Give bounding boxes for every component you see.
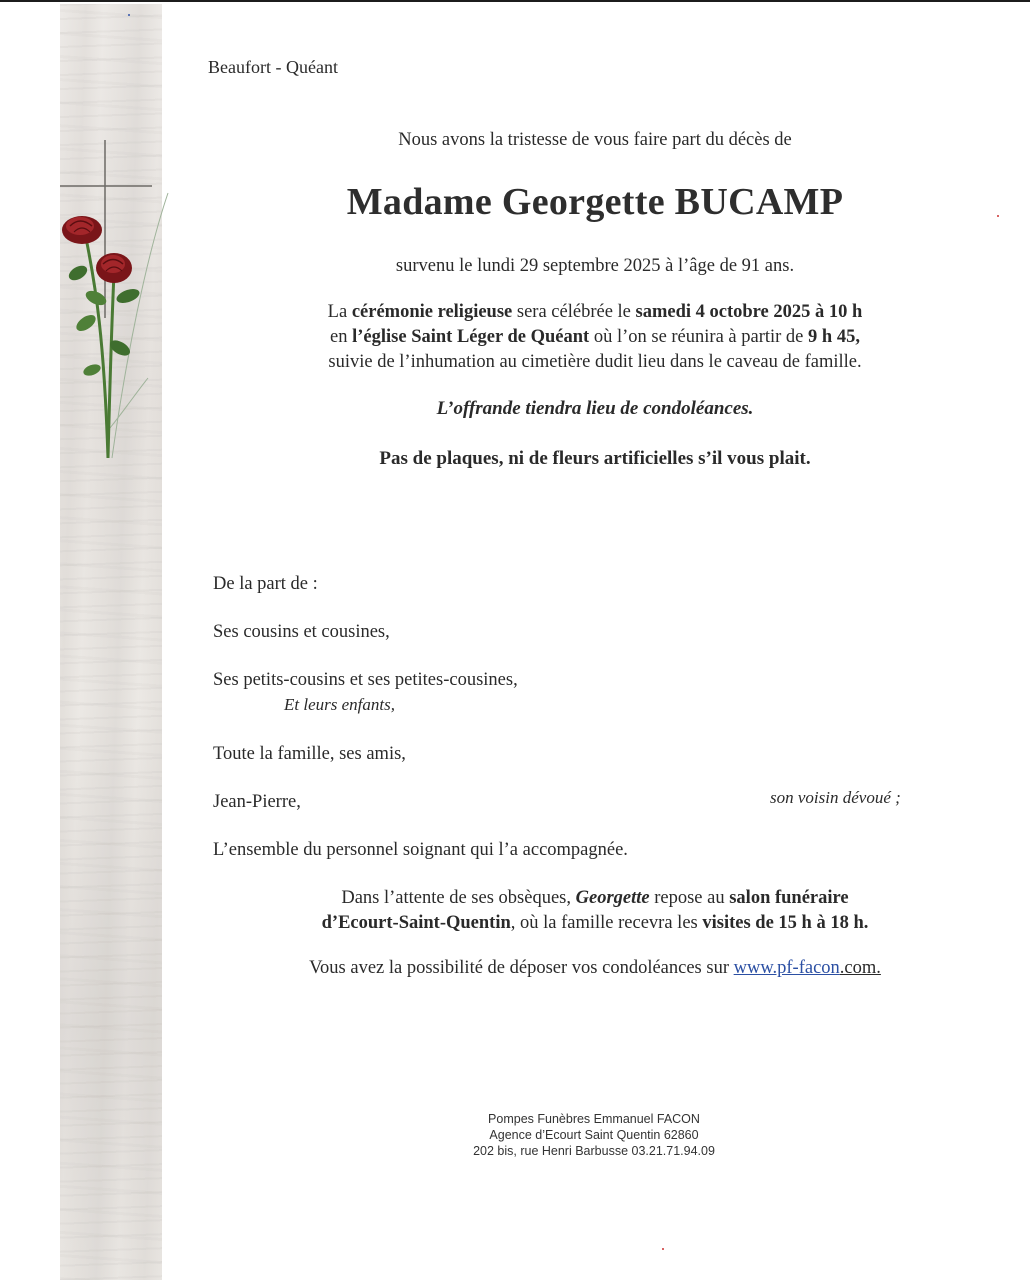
family-second-cousins: Ses petits-cousins et ses petites-cousines, (213, 670, 518, 690)
leaf (74, 312, 99, 334)
no-plaques-notice: Pas de plaques, ni de fleurs artificielles s’il vous plait. (379, 448, 811, 469)
ceremony-church: l’église Saint Léger de Quéant (352, 327, 590, 347)
neighbour-note: son voisin dévoué ; (770, 788, 901, 807)
salon-line-2 (200, 911, 990, 936)
salon-text: Dans l’attente de ses obsèques, (341, 888, 576, 908)
from-label: De la part de : (213, 574, 318, 594)
family-jean-pierre: Jean-Pierre, (213, 792, 301, 812)
ceremony-line-2 (200, 325, 990, 350)
website-link-end[interactable]: .com. (839, 958, 881, 978)
grass-blade (110, 378, 148, 428)
website-link[interactable]: www.pf-facon (733, 958, 840, 978)
death-date-line: survenu le lundi 29 septembre 2025 à l’âge de 91 ans. (395, 256, 795, 276)
salon-text: , où la famille recevra les (510, 913, 703, 933)
scan-speck (662, 1248, 664, 1250)
leaf (82, 362, 102, 378)
ceremony-date: samedi 4 octobre 2025 à 10 h (635, 302, 863, 322)
ceremony-line-1 (200, 300, 990, 325)
ceremony-line-3: suivie de l’inhumation au cimetière dudit lieu dans le caveau de famille. (328, 352, 862, 372)
salon-funeraire: salon funéraire (729, 888, 849, 908)
visiting-hours: visites de 15 h à 18 h. (702, 913, 869, 933)
offering-notice: L’offrande tiendra lieu de condoléances. (436, 398, 754, 419)
announcement-intro: Nous avons la tristesse de vous faire part du décès de (398, 130, 792, 150)
footer-agency: Agence d’Ecourt Saint Quentin 62860 (489, 1128, 699, 1142)
ceremony-details (200, 300, 990, 375)
ceremony-text: où l’on se réunira à partir de (589, 327, 809, 347)
footer-company: Pompes Funèbres Emmanuel FACON (488, 1112, 700, 1126)
footer-address: 202 bis, rue Henri Barbusse 03.21.71.94.09 (473, 1144, 715, 1158)
ceremony-text: en (330, 327, 353, 347)
leaf (115, 286, 142, 305)
salon-first-name: Georgette (575, 888, 650, 908)
salon-town: d’Ecourt-Saint-Quentin (321, 913, 511, 933)
cross-and-roses-illustration (56, 138, 176, 468)
leaf (66, 263, 89, 283)
scan-speck (128, 14, 130, 16)
family-children: Et leurs enfants, (284, 695, 395, 714)
condolences-website-line (200, 958, 990, 979)
website-text: Vous avez la possibilité de déposer vos condoléances sur (309, 958, 734, 978)
family-cousins: Ses cousins et cousines, (213, 622, 390, 642)
ceremony-type: cérémonie religieuse (351, 302, 513, 322)
grass-blade (112, 193, 168, 458)
rose-stem (108, 273, 114, 458)
rose-flower (96, 253, 132, 283)
page-top-edge (0, 0, 1030, 2)
location-heading: Beaufort - Quéant (208, 57, 338, 77)
rose-flower (62, 216, 102, 244)
care-staff: L’ensemble du personnel soignant qui l’a accompagnée. (213, 840, 628, 860)
ceremony-text: sera célébrée le (512, 302, 636, 322)
ceremony-text: La (327, 302, 352, 322)
ceremony-meeting-time: 9 h 45, (808, 327, 860, 347)
family-friends: Toute la famille, ses amis, (213, 744, 406, 764)
funeral-home-details (200, 886, 990, 936)
salon-text: repose au (649, 888, 730, 908)
deceased-name: Madame Georgette BUCAMP (346, 181, 844, 223)
salon-line-1 (200, 886, 990, 911)
scan-speck (997, 215, 999, 217)
